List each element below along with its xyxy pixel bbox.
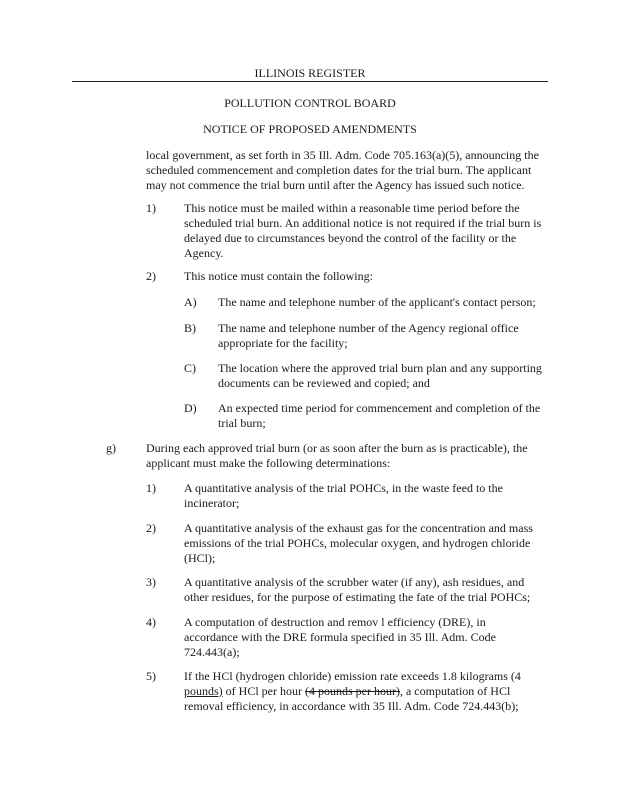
g1-label: 1) bbox=[146, 481, 156, 495]
g3-text: A quantitative analysis of the scrubber water (if any), ash residues, and other residues, for the purpose of estimating the fate of the trial POHCs; bbox=[184, 575, 531, 604]
header-rule bbox=[72, 81, 548, 82]
f1-label: 1) bbox=[146, 201, 156, 215]
f2d-text: An expected time period for commencement and completion of the trial burn; bbox=[218, 401, 541, 430]
g3-label: 3) bbox=[146, 575, 156, 589]
f2d-label: D) bbox=[184, 401, 197, 415]
g5-label: 5) bbox=[146, 669, 156, 683]
g2-text: A quantitative analysis of the exhaust gas for the concentration and mass emissions of the trial POHCs, molecular oxygen, and hydrogen chloride (HCl); bbox=[184, 521, 533, 565]
board-title: POLLUTION CONTROL BOARD bbox=[224, 96, 396, 110]
notice-title: NOTICE OF PROPOSED AMENDMENTS bbox=[203, 122, 417, 136]
f1-text: This notice must be mailed within a reasonable time period before the scheduled trial burn. An additional notice is not required if the trial burn is delayed due to circumstances beyond the control of the facility or the Agency. bbox=[184, 201, 542, 260]
f2a-text: The name and telephone number of the applicant's contact person; bbox=[218, 295, 536, 309]
g5-text-mid: of HCl per hour bbox=[222, 684, 305, 698]
f2c-text: The location where the approved trial burn plan and any supporting documents can be reviewed and copied; and bbox=[218, 361, 542, 390]
g-label: g) bbox=[106, 441, 116, 455]
inserted-text: pounds) bbox=[184, 684, 223, 698]
f2c-label: C) bbox=[184, 361, 196, 375]
f2b-text: The name and telephone number of the Agency regional office appropriate for the facility; bbox=[218, 321, 519, 350]
g5-text-end: , a computation of HCl removal efficiency, in accordance with 35 Ill. Adm. Code 724.443(b); bbox=[184, 684, 519, 713]
g1-text: A quantitative analysis of the trial POHCs, in the waste feed to the incinerator; bbox=[184, 481, 503, 510]
f2b-label: B) bbox=[184, 321, 196, 335]
g5-text-start: If the HCl (hydrogen chloride) emission rate exceeds 1.8 kilograms (4 bbox=[184, 669, 521, 683]
g-text: During each approved trial burn (or as soon after the burn as is practicable), the applicant must make the following determinations: bbox=[146, 441, 528, 470]
g4-label: 4) bbox=[146, 615, 156, 629]
register-header: ILLINOIS REGISTER bbox=[254, 66, 366, 80]
deleted-text: (4 pounds per hour) bbox=[305, 684, 400, 698]
intro-paragraph: local government, as set forth in 35 Ill. Adm. Code 705.163(a)(5), announcing the scheduled commencement and completion dates for the trial burn. The applicant may not commence the trial burn until after the Agency has issued such notice. bbox=[146, 148, 539, 192]
f2-text: This notice must contain the following: bbox=[184, 269, 373, 283]
f2-label: 2) bbox=[146, 269, 156, 283]
g2-label: 2) bbox=[146, 521, 156, 535]
f2a-label: A) bbox=[184, 295, 197, 309]
g5-text bbox=[184, 669, 546, 714]
g4-text: A computation of destruction and remov l efficiency (DRE), in accordance with the DRE formula specified in 35 Ill. Adm. Code 724.443(a); bbox=[184, 615, 496, 659]
